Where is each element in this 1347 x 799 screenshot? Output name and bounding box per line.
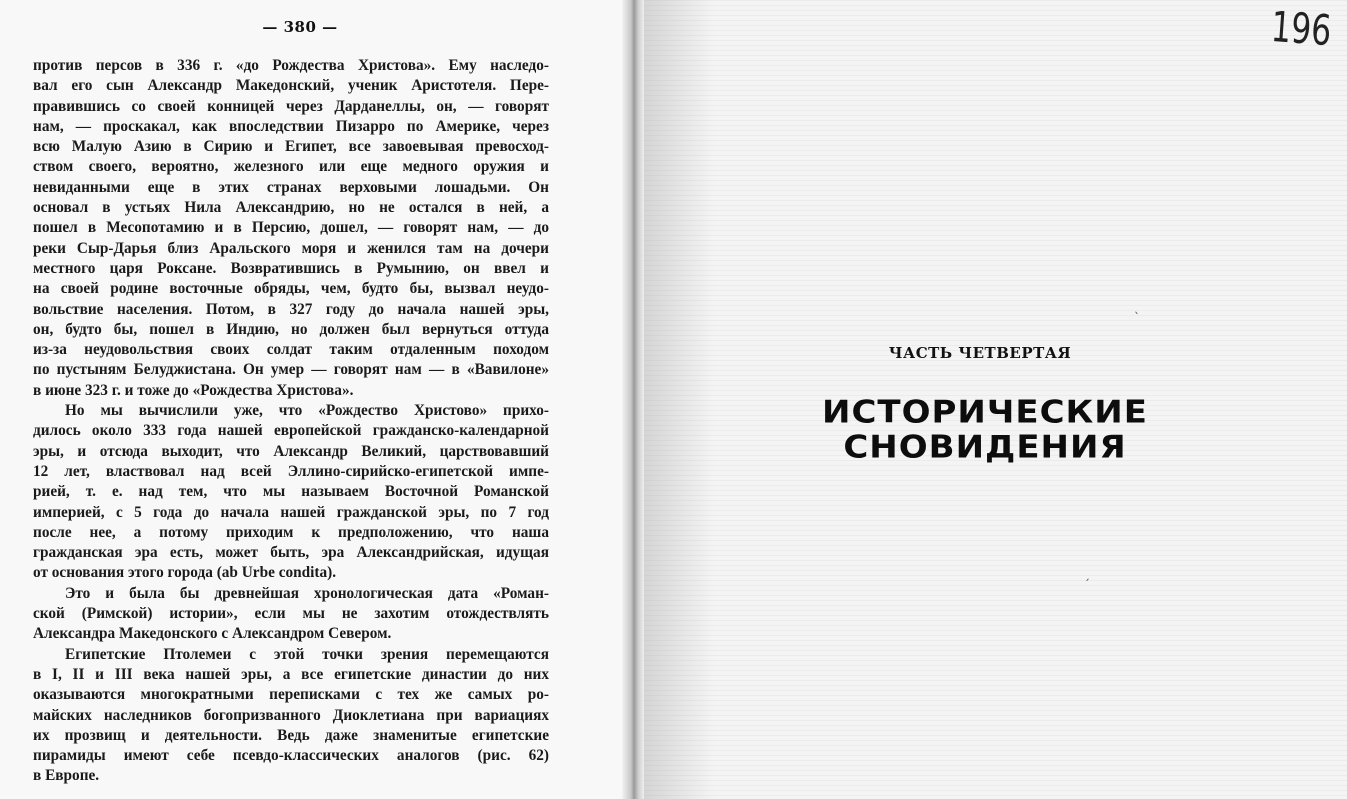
- text-line: эры, и отсюда выходит, что Александр Великий, царствовавший: [33, 442, 549, 460]
- text-line: Но мы вычислили уже, что «Рождество Христово» прихо-: [65, 402, 549, 420]
- text-line: по пустыням Белуджистана. Он умер — говорят нам — в «Вавилоне»: [33, 361, 549, 379]
- part-title-line: СНОВИДЕНИЯ: [843, 429, 1127, 466]
- text-line: Это и была бы древнейшая хронологическая дата «Роман-: [65, 584, 549, 602]
- text-line: дилось около 333 года нашей европейской гражданско-календарной: [33, 422, 549, 440]
- handwritten-page-number: 196: [1269, 2, 1333, 56]
- text-line: в июне 323 г. и тоже до «Рождества Христова».: [33, 381, 354, 399]
- text-line: оказываются многократными переписками с тех же самых ро-: [33, 686, 549, 704]
- scan-speck: ˏ: [1084, 567, 1090, 581]
- text-line: империей, с 5 года до начала нашей гражданской эры, по 7 год: [33, 503, 549, 521]
- text-line: ской (Римской) истории», если мы не захотим отождествлять: [33, 605, 549, 623]
- text-line: нам, — проскакал, как впоследствии Пизарро по Америке, через: [33, 117, 549, 135]
- page-shadow: [644, 0, 714, 799]
- text-line: в I, II и III века нашей эры, а все египетские династии до них: [33, 665, 549, 683]
- text-line: гражданская эра есть, может быть, эра Александрийская, идущая: [33, 544, 549, 562]
- text-line: правившись со своей конницей через Дарданеллы, он, — говорят: [33, 97, 549, 115]
- text-line: из-за неудовольствия своих солдат таким отдаленным походом: [33, 341, 549, 359]
- text-line: всю Малую Азию в Сирию и Египет, все завоевывая превосход-: [33, 138, 549, 156]
- text-line: ством своего, вероятно, железного или еще медного оружия и: [33, 158, 549, 176]
- text-line: Александра Македонского с Александром Севером.: [33, 625, 392, 643]
- text-line: реки Сыр-Дарья близ Аральского моря и женился там на дочери: [33, 239, 549, 257]
- page-number: — 380 —: [262, 18, 338, 36]
- text-line: вольствие населения. Потом, в 327 году до начала нашей эры,: [33, 300, 549, 318]
- text-line: на своей родине восточные обряды, чем, будто бы, вызвал неудо-: [33, 280, 549, 298]
- part-label: ЧАСТЬ ЧЕТВЕРТАЯ: [888, 344, 1072, 362]
- text-line: после нее, а потому приходим к предположению, что наша: [33, 523, 549, 541]
- text-line: в Европе.: [33, 767, 100, 785]
- text-line: их прозвищ и деятельности. Ведь даже знаменитые египетские: [33, 726, 549, 744]
- part-title-line: ИСТОРИЧЕСКИЕ: [821, 394, 1148, 431]
- text-line: 12 лет, властвовал над всей Эллино-сирийско-египетской импе-: [33, 462, 549, 480]
- text-line: майских наследников богопризванного Диоклетиана при вариациях: [33, 706, 549, 724]
- part-title: [780, 395, 1190, 465]
- book-gutter: [622, 0, 644, 799]
- scan-speck: ˎ: [1134, 300, 1140, 314]
- text-line: он, будто бы, пошел в Индию, но должен был вернуться оттуда: [33, 320, 549, 338]
- left-page: [0, 0, 632, 799]
- text-line: от основания этого города (ab Urbe condita).: [33, 564, 337, 582]
- text-line: пошел в Месопотамию и в Персию, дошел, — говорят нам, — до: [33, 219, 549, 237]
- page-body-text: [33, 56, 549, 787]
- text-line: пирамиды имеют себе псевдо-классических аналогов (рис. 62): [33, 747, 549, 765]
- text-line: невиданными еще в этих странах верховыми лошадьми. Он: [33, 178, 549, 196]
- text-line: местного царя Роксане. Возвратившись в Румынию, он ввел и: [33, 259, 549, 277]
- text-line: вал его сын Александр Македонский, ученик Аристотеля. Пере-: [33, 77, 549, 95]
- text-line: основал в устьях Нила Александрию, но не остался в ней, а: [33, 199, 549, 217]
- text-line: против персов в 336 г. «до Рождества Христова». Ему наследо-: [33, 57, 549, 74]
- text-line: Египетские Птолемеи с этой точки зрения перемещаются: [65, 645, 549, 663]
- text-line: рией, т. е. над тем, что мы называем Восточной Романской: [33, 483, 549, 501]
